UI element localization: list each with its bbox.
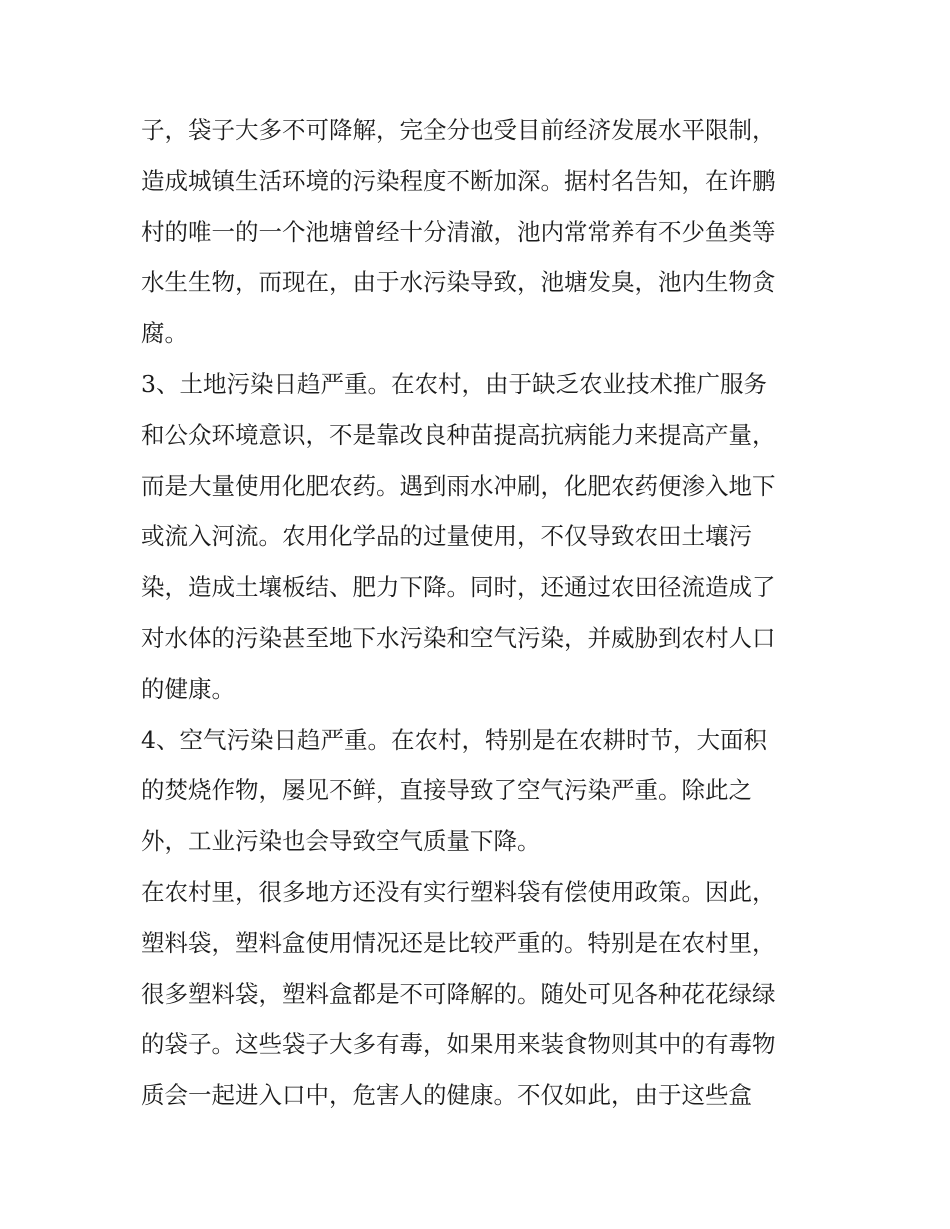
text-line-19: 的袋子。这些袋子大多有毒，如果用来装食物则其中的有毒物 <box>141 1030 776 1059</box>
text-line-14: 的焚烧作物，屡见不鲜，直接导致了空气污染严重。除此之 <box>141 776 752 805</box>
text-line-12: 的健康。 <box>141 674 235 703</box>
text-line-17: 塑料袋，塑料盒使用情况还是比较严重的。特别是在农村里， <box>141 928 776 957</box>
text-line-2: 造成城镇生活环境的污染程度不断加深。据村名告知，在许鹏 <box>141 166 776 195</box>
text-line-16: 在农村里，很多地方还没有实行塑料袋有偿使用政策。因此， <box>141 877 776 906</box>
text-line-4: 水生生物，而现在，由于水污染导致，池塘发臭，池内生物贪 <box>141 268 776 297</box>
body-text <box>141 105 821 1121</box>
text-line-13: 4、空气污染日趋严重。在农村，特别是在农耕时节，大面积 <box>141 725 767 754</box>
text-line-10: 染，造成土壤板结、肥力下降。同时，还通过农田径流造成了 <box>141 573 776 602</box>
text-line-6: 3、土地污染日趋严重。在农村，由于缺乏农业技术推广服务 <box>141 369 767 398</box>
text-line-7: 和公众环境意识，不是靠改良种苗提高抗病能力来提高产量， <box>141 420 776 449</box>
text-line-8: 而是大量使用化肥农药。遇到雨水冲刷，化肥农药便渗入地下 <box>141 471 776 500</box>
text-line-18: 很多塑料袋，塑料盒都是不可降解的。随处可见各种花花绿绿 <box>141 979 776 1008</box>
text-line-9: 或流入河流。农用化学品的过量使用，不仅导致农田土壤污 <box>141 522 752 551</box>
text-line-11: 对水体的污染甚至地下水污染和空气污染，并威胁到农村人口 <box>141 623 776 652</box>
text-line-3: 村的唯一的一个池塘曾经十分清澈，池内常常养有不少鱼类等 <box>141 217 776 246</box>
text-line-15: 外，工业污染也会导致空气质量下降。 <box>141 827 541 856</box>
text-line-1: 子，袋子大多不可降解，完全分也受目前经济发展水平限制， <box>141 116 776 144</box>
text-line-20: 质会一起进入口中，危害人的健康。不仅如此，由于这些盒 <box>141 1081 752 1110</box>
text-line-5: 腐。 <box>141 319 188 348</box>
